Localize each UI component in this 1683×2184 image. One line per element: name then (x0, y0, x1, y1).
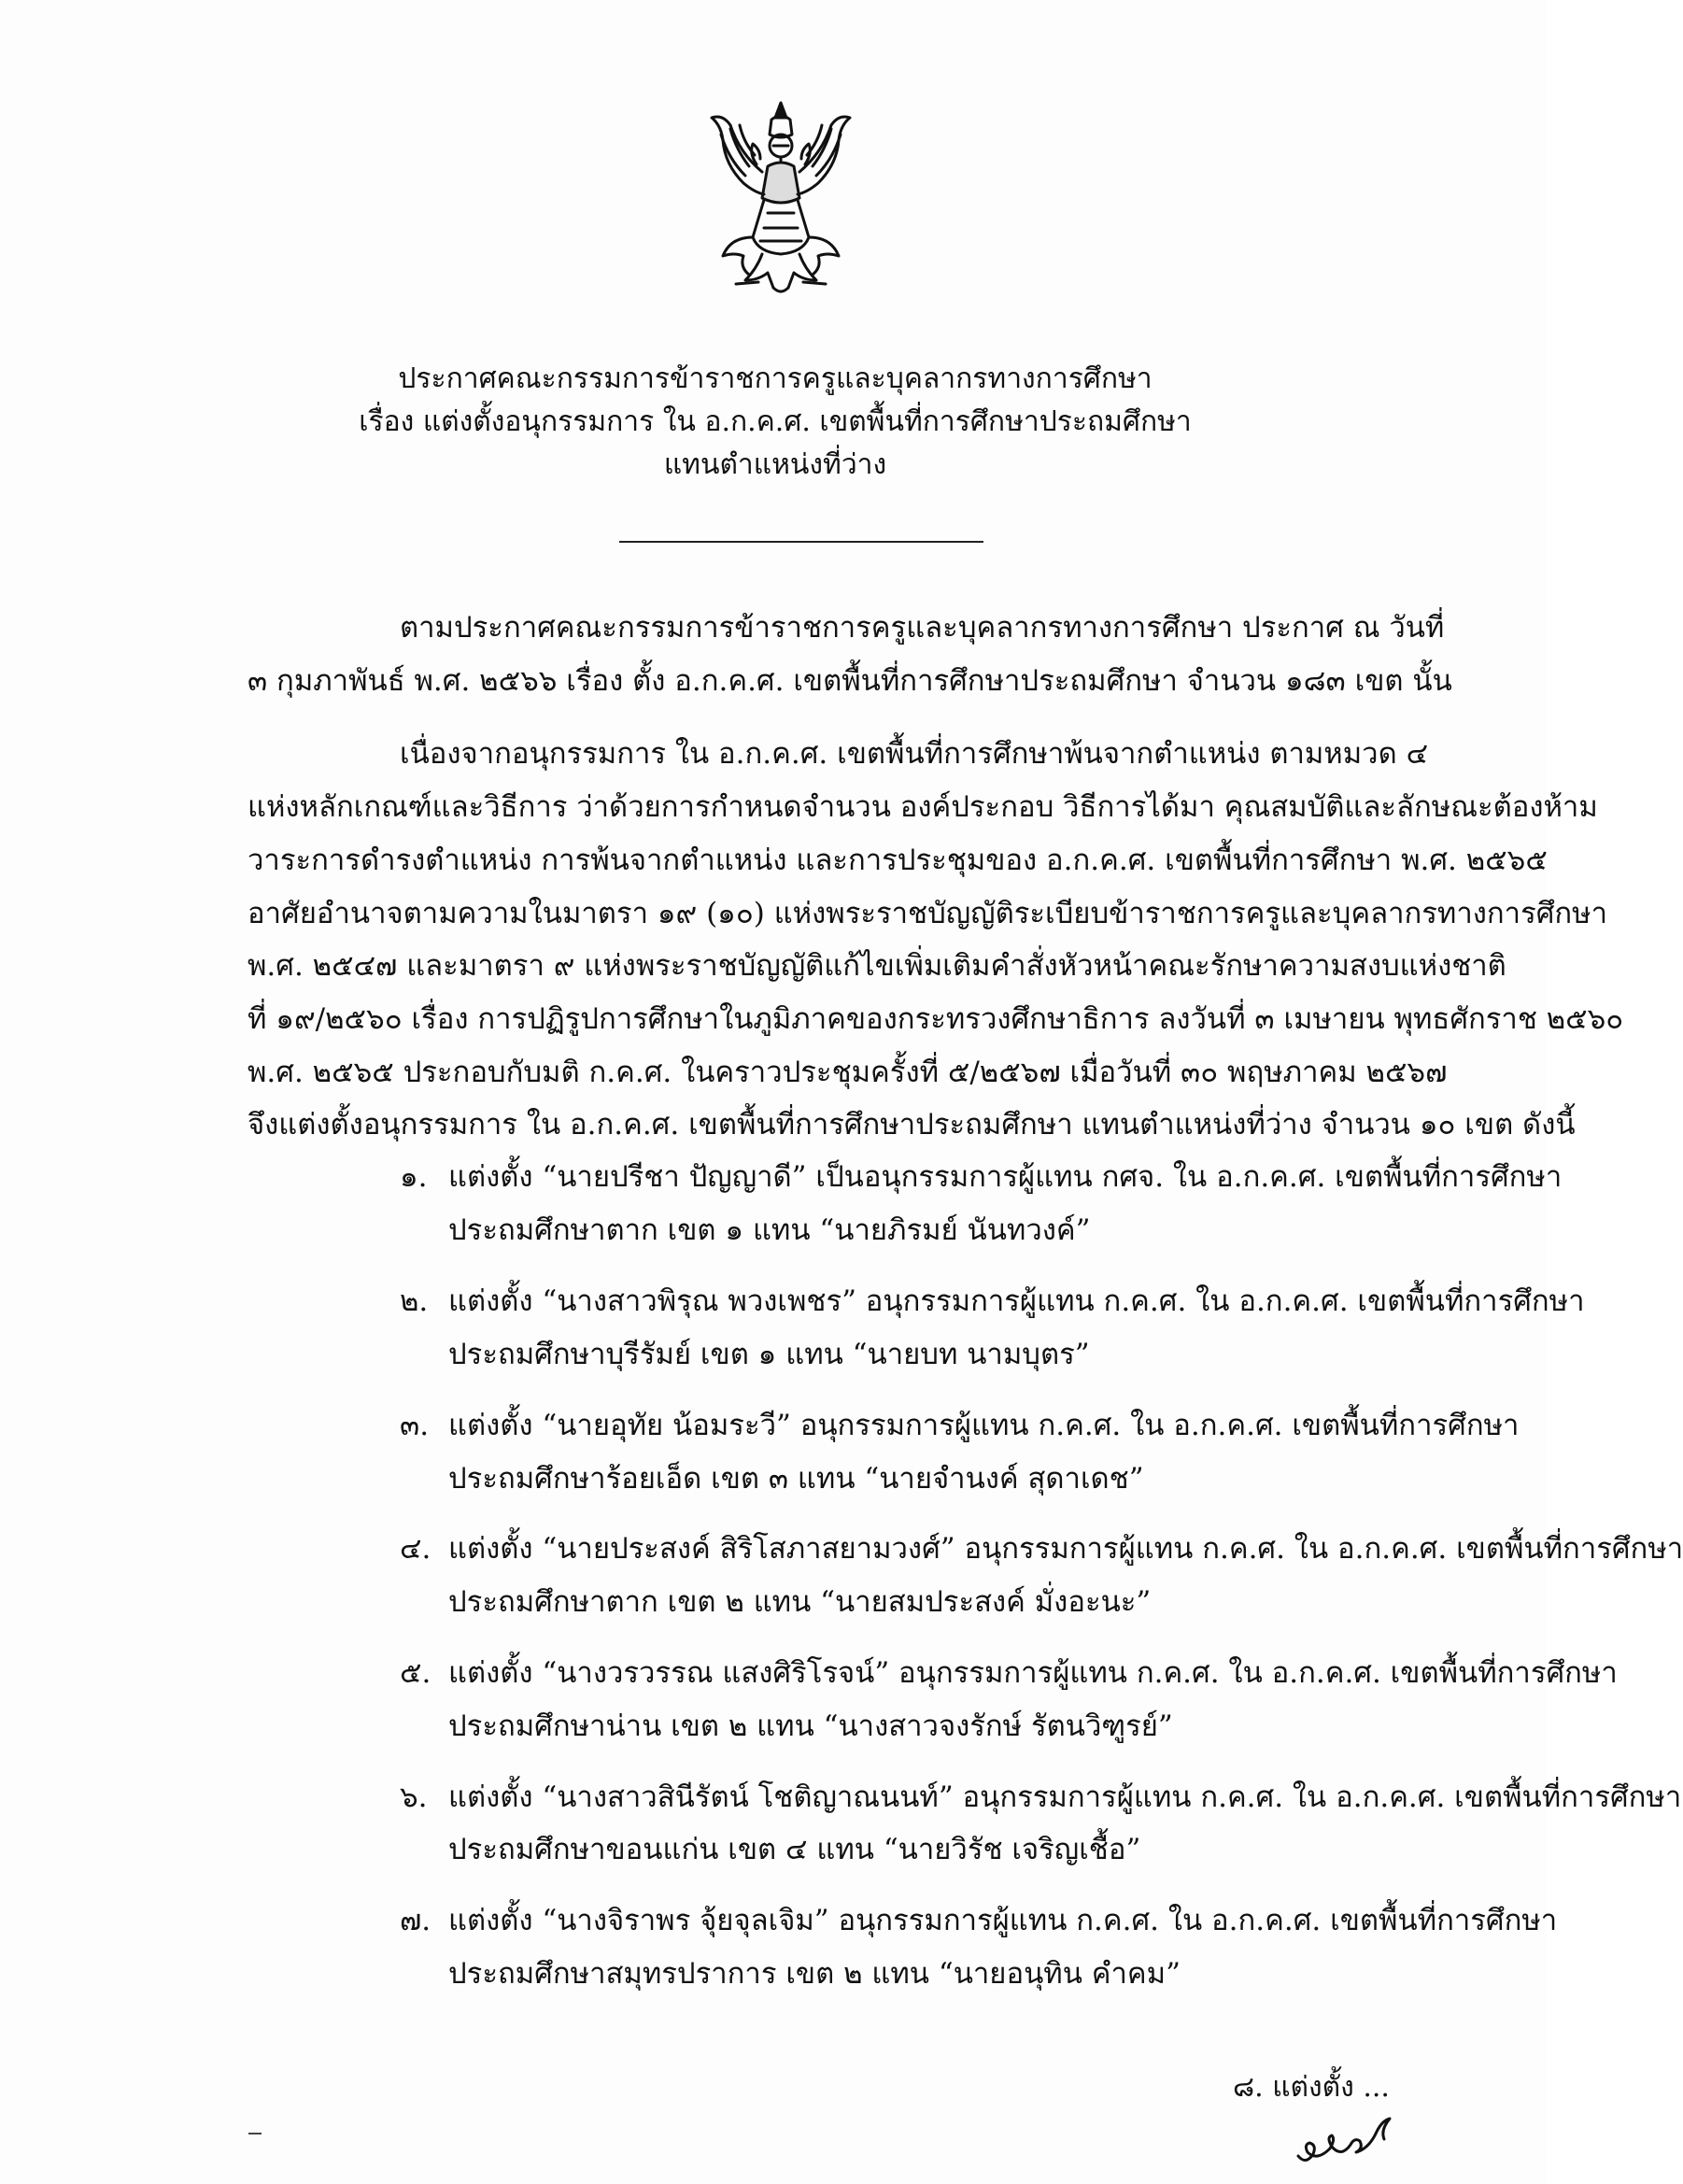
title-divider (619, 541, 983, 543)
title-line-3: แทนตำแหน่งที่ว่าง (663, 448, 887, 481)
item-line-1: แต่งตั้ง “นายประสงค์ สิริโสภาสยามวงศ์” อนุกรรมการผู้แทน ก.ค.ศ. ใน อ.ก.ค.ศ. เขตพื้นที่การศึกษา (448, 1532, 1683, 1566)
announcement-title (308, 358, 1242, 487)
item-number: ๖. (400, 1780, 428, 1814)
item-line-2: ประถมศึกษาขอนแก่น เขต ๔ แทน “นายวิรัช เจริญเชื้อ” (448, 1833, 1141, 1866)
para2-line-7: พ.ศ. ๒๕๖๕ ประกอบกับมติ ก.ค.ศ. ในคราวประชุมครั้งที่ ๕/๒๕๖๗ เมื่อวันที่ ๓๐ พฤษภาคม ๒๕๖๗ (248, 1056, 1448, 1089)
item-line-2: ประถมศึกษาสมุทรปราการ เขต ๒ แทน “นายอนุทิน คำคม” (448, 1957, 1181, 1991)
list-item (400, 1904, 1558, 1937)
para2-line-5: พ.ศ. ๒๕๔๗ และมาตรา ๙ แห่งพระราชบัญญัติแก้ไขเพิ่มเติมคำสั่งหัวหน้าคณะรักษาความสงบแห่งชาติ (248, 949, 1506, 983)
list-item (400, 1656, 1618, 1690)
title-line-1: ประกาศคณะกรรมการข้าราชการครูและบุคลากรทางการศึกษา (398, 362, 1153, 395)
item-line-2: ประถมศึกษาตาก เขต ๒ แทน “นายสมประสงค์ มั่งอะนะ” (448, 1585, 1152, 1619)
item-line-2: ประถมศึกษาน่าน เขต ๒ แทน “นางสาวจงรักษ์ รัตนวิฑูรย์” (448, 1709, 1173, 1743)
item-line-2: ประถมศึกษาร้อยเอ็ด เขต ๓ แทน “นายจำนงค์ สุดาเดช” (448, 1462, 1144, 1496)
list-item (400, 1284, 1585, 1318)
para2-line-6: ที่ ๑๙/๒๕๖๐ เรื่อง การปฏิรูปการศึกษาในภูมิภาคของกระทรวงศึกษาธิการ ลงวันที่ ๓ เมษายน พุทธศักราช ๒๕๖๐ (248, 1002, 1624, 1036)
item-number: ๗. (400, 1904, 431, 1937)
para1-line-1: ตามประกาศคณะกรรมการข้าราชการครูและบุคลากรทางการศึกษา ประกาศ ณ วันที่ (400, 611, 1445, 645)
list-item (400, 1409, 1520, 1442)
title-line-2: เรื่อง แต่งตั้งอนุกรรมการ ใน อ.ก.ค.ศ. เขตพื้นที่การศึกษาประถมศึกษา (359, 405, 1192, 438)
item-line-1: แต่งตั้ง “นางสาวพิรุณ พวงเพชร” อนุกรรมการผู้แทน ก.ค.ศ. ใน อ.ก.ค.ศ. เขตพื้นที่การศึกษา (448, 1284, 1585, 1318)
list-item (400, 1532, 1683, 1566)
list-item (400, 1780, 1682, 1814)
item-line-1: แต่งตั้ง “นายปรีชา ปัญญาดี” เป็นอนุกรรมการผู้แทน กศจ. ใน อ.ก.ค.ศ. เขตพื้นที่การศึกษา (448, 1160, 1563, 1194)
item-number: ๕. (400, 1656, 431, 1690)
item-number: ๒. (400, 1284, 429, 1318)
para2-line-8: จึงแต่งตั้งอนุกรรมการ ใน อ.ก.ค.ศ. เขตพื้นที่การศึกษาประถมศึกษา แทนตำแหน่งที่ว่าง จำนวน ๑๐ เขต ดังนี้ (248, 1108, 1576, 1142)
item-line-1: แต่งตั้ง “นางจิราพร จุ้ยจุลเจิม” อนุกรรมการผู้แทน ก.ค.ศ. ใน อ.ก.ค.ศ. เขตพื้นที่การศึกษา (448, 1904, 1558, 1937)
garuda-emblem-icon (702, 97, 859, 299)
para1-line-2: ๓ กุมภาพันธ์ พ.ศ. ๒๕๖๖ เรื่อง ตั้ง อ.ก.ค.ศ. เขตพื้นที่การศึกษาประถมศึกษา จำนวน ๑๘๓ เขต นั้น (248, 664, 1452, 698)
margin-tick (248, 2133, 262, 2134)
para2-line-4: อาศัยอำนาจตามความในมาตรา ๑๙ (๑๐) แห่งพระราชบัญญัติระเบียบข้าราชการครูและบุคลากรทางการศึกษา (248, 897, 1608, 930)
next-page-marker: ๘. แต่งตั้ง ... (1233, 2071, 1390, 2104)
para2-line-3: วาระการดำรงตำแหน่ง การพ้นจากตำแหน่ง และการประชุมของ อ.ก.ค.ศ. เขตพื้นที่การศึกษา พ.ศ. ๒๕๖๕ (248, 844, 1548, 877)
signature-mark (1289, 2111, 1401, 2169)
item-line-1: แต่งตั้ง “นางสาวสินีรัตน์ โชติญาณนนท์” อนุกรรมการผู้แทน ก.ค.ศ. ใน อ.ก.ค.ศ. เขตพื้นที่การศึกษา (448, 1780, 1682, 1814)
item-number: ๓. (400, 1409, 430, 1442)
item-line-1: แต่งตั้ง “นางวรวรรณ แสงศิริโรจน์” อนุกรรมการผู้แทน ก.ค.ศ. ใน อ.ก.ค.ศ. เขตพื้นที่การศึกษา (448, 1656, 1618, 1690)
item-number: ๑. (400, 1160, 428, 1194)
item-line-2: ประถมศึกษาตาก เขต ๑ แทน “นายภิรมย์ นันทวงค์” (448, 1213, 1091, 1247)
item-number: ๔. (400, 1532, 431, 1566)
para2-line-1: เนื่องจากอนุกรรมการ ใน อ.ก.ค.ศ. เขตพื้นที่การศึกษาพ้นจากตำแหน่ง ตามหมวด ๔ (400, 737, 1429, 771)
item-line-1: แต่งตั้ง “นายอุทัย น้อมระวี” อนุกรรมการผู้แทน ก.ค.ศ. ใน อ.ก.ค.ศ. เขตพื้นที่การศึกษา (448, 1409, 1520, 1442)
para2-line-2: แห่งหลักเกณฑ์และวิธีการ ว่าด้วยการกำหนดจำนวน องค์ประกอบ วิธีการได้มา คุณสมบัติและลักษณะต้องห้าม (248, 790, 1598, 824)
item-line-2: ประถมศึกษาบุรีรัมย์ เขต ๑ แทน “นายบท นามบุตร” (448, 1338, 1090, 1371)
list-item (400, 1160, 1563, 1194)
